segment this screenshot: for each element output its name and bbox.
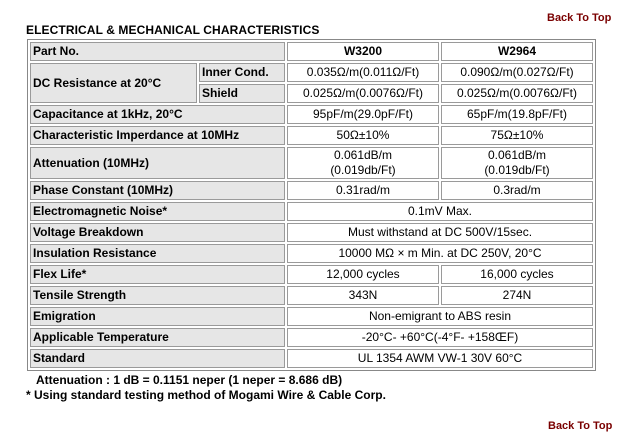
table-row-capacitance [30, 105, 593, 124]
capacitance-w3200: 95pF/m(29.0pF/Ft) [287, 105, 439, 124]
emigration-label: Emigration [30, 307, 285, 326]
phase-w2964: 0.3rad/m [441, 181, 593, 200]
table-row-temperature [30, 328, 593, 347]
attenuation-w2964-ft: (0.019db/Ft) [484, 163, 550, 177]
spec-table [27, 39, 596, 371]
testing-method-note: * Using standard testing method of Mogami Wire & Cable Corp. [26, 388, 386, 402]
flex-w3200: 12,000 cycles [287, 265, 439, 284]
table-row-impedance [30, 126, 593, 145]
temperature-value: -20°C- +60°C(-4°F- +158ŒF) [287, 328, 593, 347]
table-row-emigration [30, 307, 593, 326]
table-row-dc-inner [30, 63, 593, 82]
table-row-attenuation [30, 147, 593, 179]
attenuation-label: Attenuation (10MHz) [30, 147, 285, 179]
back-to-top-link[interactable]: Back To Top [547, 12, 612, 24]
phase-w3200: 0.31rad/m [287, 181, 439, 200]
noise-value: 0.1mV Max. [287, 202, 593, 221]
shield-w2964: 0.025Ω/m(0.0076Ω/Ft) [441, 84, 593, 103]
tensile-w2964: 274N [441, 286, 593, 305]
part-no-label: Part No. [30, 42, 285, 61]
phase-label: Phase Constant (10MHz) [30, 181, 285, 200]
table-row-tensile [30, 286, 593, 305]
impedance-w2964: 75Ω±10% [441, 126, 593, 145]
noise-label: Electromagnetic Noise* [30, 202, 285, 221]
shield-label: Shield [199, 84, 285, 103]
attenuation-w2964-db: 0.061dB/m [487, 148, 547, 162]
standard-label: Standard [30, 349, 285, 368]
table-row-noise [30, 202, 593, 221]
insulation-value: 10000 MΩ × m Min. at DC 250V, 20°C [287, 244, 593, 263]
capacitance-label: Capacitance at 1kHz, 20°C [30, 105, 285, 124]
table-row-flex [30, 265, 593, 284]
table-row-phase [30, 181, 593, 200]
attenuation-w3200-db: 0.061dB/m [333, 148, 393, 162]
insulation-label: Insulation Resistance [30, 244, 285, 263]
tensile-w3200: 343N [287, 286, 439, 305]
attenuation-w2964 [441, 147, 593, 179]
inner-cond-label: Inner Cond. [199, 63, 285, 82]
shield-w3200: 0.025Ω/m(0.0076Ω/Ft) [287, 84, 439, 103]
impedance-label: Characteristic Imperdance at 10MHz [30, 126, 285, 145]
standard-value: UL 1354 AWM VW-1 30V 60°C [287, 349, 593, 368]
voltage-label: Voltage Breakdown [30, 223, 285, 242]
tensile-label: Tensile Strength [30, 286, 285, 305]
back-to-top-link-bottom[interactable]: Back To Top [548, 420, 613, 432]
inner-cond-w3200: 0.035Ω/m(0.011Ω/Ft) [287, 63, 439, 82]
dc-resistance-label: DC Resistance at 20°C [30, 63, 197, 103]
table-row-standard [30, 349, 593, 368]
attenuation-w3200 [287, 147, 439, 179]
flex-label: Flex Life* [30, 265, 285, 284]
attenuation-w3200-ft: (0.019db/Ft) [330, 163, 396, 177]
temperature-label: Applicable Temperature [30, 328, 285, 347]
emigration-value: Non-emigrant to ABS resin [287, 307, 593, 326]
part-w2964: W2964 [441, 42, 593, 61]
voltage-value: Must withstand at DC 500V/15sec. [287, 223, 593, 242]
capacitance-w2964: 65pF/m(19.8pF/Ft) [441, 105, 593, 124]
section-title: ELECTRICAL & MECHANICAL CHARACTERISTICS [26, 23, 320, 37]
table-row-voltage [30, 223, 593, 242]
attenuation-note: Attenuation : 1 dB = 0.1151 neper (1 neper = 8.686 dB) [36, 373, 343, 387]
flex-w2964: 16,000 cycles [441, 265, 593, 284]
impedance-w3200: 50Ω±10% [287, 126, 439, 145]
inner-cond-w2964: 0.090Ω/m(0.027Ω/Ft) [441, 63, 593, 82]
table-row-insulation [30, 244, 593, 263]
part-w3200: W3200 [287, 42, 439, 61]
table-row-header [30, 42, 593, 61]
